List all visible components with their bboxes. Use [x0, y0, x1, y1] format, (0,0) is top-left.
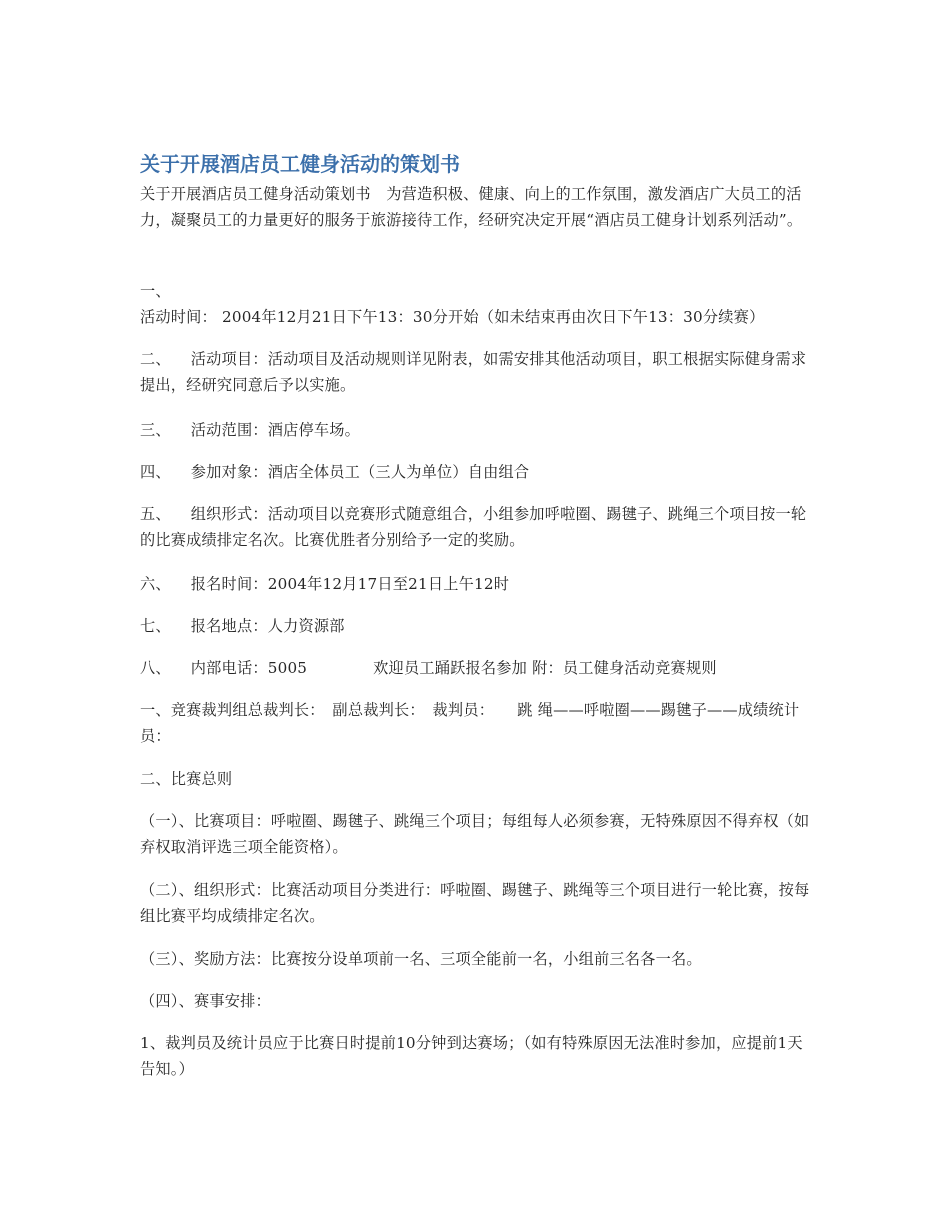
- item-text: 活动项目：活动项目及活动规则详见附表，如需安排其他活动项目，职工根据实际健身需求提出，经研究同意后予以实施。: [140, 350, 807, 394]
- item-text: 报名地点：人力资源部: [190, 617, 345, 635]
- item-number: 六、: [140, 575, 171, 593]
- item-1: [140, 278, 810, 330]
- rule-1-paragraph: （一）、比赛项目：呼啦圈、踢毽子、跳绳三个项目；每组每人必须参赛，无特殊原因不得弃权（如弃权取消评选三项全能资格）。: [140, 812, 810, 856]
- referees-paragraph: 一、竞赛裁判组总裁判长： 副总裁判长： 裁判员： 跳 绳——呼啦圈——踢毽子——成绩统计员：: [140, 701, 800, 745]
- item-number: 二、: [140, 350, 171, 368]
- item-8: [140, 655, 810, 681]
- rule-4-paragraph: （四）、赛事安排：: [140, 992, 271, 1010]
- item-number: 三、: [140, 421, 171, 439]
- arrangement-1-paragraph: 1、裁判员及统计员应于比赛日时提前10分钟到达赛场；（如有特殊原因无法准时参加，应提前1天告知。）: [140, 1034, 803, 1078]
- item-number: 五、: [140, 505, 171, 523]
- item-3: [140, 417, 810, 443]
- rule-3-paragraph: （三）、奖励方法：比赛按分设单项前一名、三项全能前一名，小组前三名各一名。: [140, 950, 702, 968]
- item-4: [140, 459, 810, 485]
- item-text: 内部电话：5005: [190, 659, 308, 677]
- intro-paragraph: 关于开展酒店员工健身活动策划书 为营造积极、健康、向上的工作氛围，激发酒店广大员工的活力，凝聚员工的力量更好的服务于旅游接待工作，经研究决定开展“酒店员工健身计划系列活动”。: [140, 185, 803, 229]
- item-5: [140, 501, 810, 553]
- item-text: 活动时间： 2004年12月21日下午13：30分开始（如未结束再由次日下午13：30分续赛）: [140, 308, 765, 326]
- item-7: [140, 613, 810, 639]
- item-text: 活动范围：酒店停车场。: [190, 421, 361, 439]
- item-text: 参加对象：酒店全体员工（三人为单位）自由组合: [190, 463, 530, 481]
- item-text: 组织形式：活动项目以竞赛形式随意组合，小组参加呼啦圈、踢毽子、跳绳三个项目按一轮的比赛成绩排定名次。比赛优胜者分别给予一定的奖励。: [140, 505, 807, 549]
- item-2: [140, 346, 810, 398]
- item-number: 七、: [140, 617, 171, 635]
- item-tail-text: 欢迎员工踊跃报名参加 附：员工健身活动竞赛规则: [373, 659, 717, 677]
- document-title: 关于开展酒店员工健身活动的策划书: [140, 152, 460, 176]
- item-number: 八、: [140, 659, 171, 677]
- item-6: [140, 571, 810, 597]
- item-number: 一、: [140, 282, 171, 300]
- general-rules-heading: 二、比赛总则: [140, 770, 233, 788]
- rule-2-paragraph: （二）、组织形式：比赛活动项目分类进行：呼啦圈、踢毽子、跳绳等三个项目进行一轮比赛，按每组比赛平均成绩排定名次。: [140, 881, 810, 925]
- item-number: 四、: [140, 463, 171, 481]
- item-text: 报名时间：2004年12月17日至21日上午12时: [190, 575, 510, 593]
